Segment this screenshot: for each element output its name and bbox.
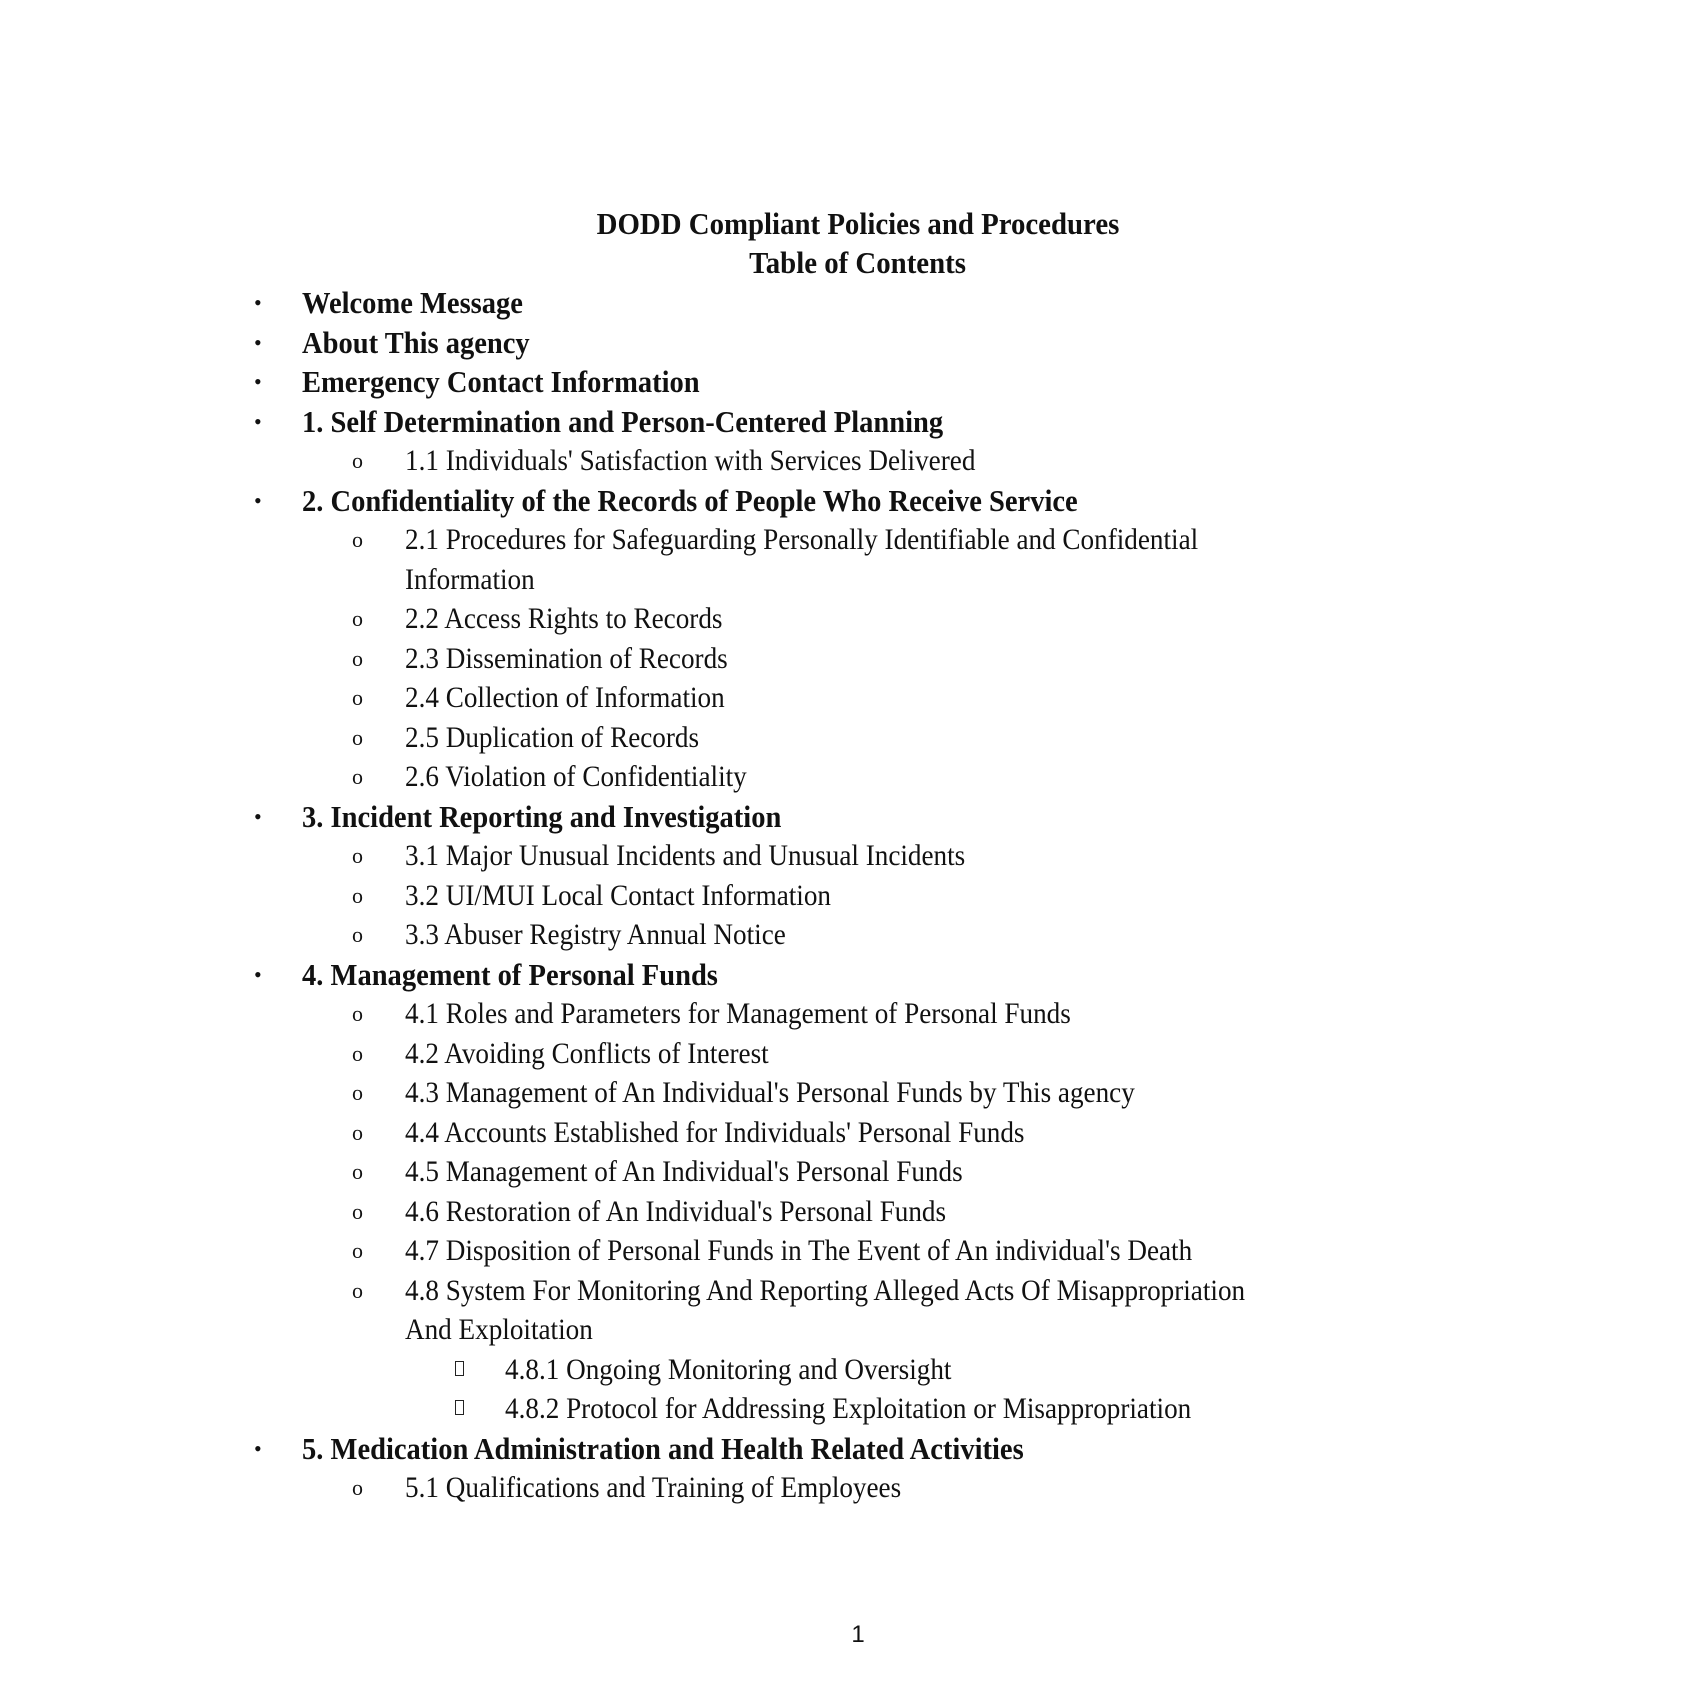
toc-entry-level-1[interactable]	[0, 362, 1700, 402]
toc-entry-level-2[interactable]	[0, 1152, 1700, 1192]
toc-entry-level-2[interactable]	[0, 836, 1700, 876]
bullet-dot-icon: •	[254, 329, 262, 355]
toc-entry-text: 3.1 Major Unusual Incidents and Unusual Incidents	[405, 839, 966, 872]
bullet-circle-icon: o	[352, 1080, 363, 1105]
toc-entry-level-1[interactable]	[0, 955, 1700, 995]
toc-entry-text-continuation: And Exploitation	[405, 1313, 593, 1346]
bullet-circle-icon: o	[352, 1475, 363, 1500]
bullet-circle-icon: o	[352, 1001, 363, 1026]
bullet-circle-icon: o	[352, 448, 363, 473]
toc-entry-text: 3. Incident Reporting and Investigation	[302, 798, 782, 834]
toc-entry-text: 4.3 Management of An Individual's Personal Funds by This agency	[405, 1076, 1135, 1109]
toc-entry-text: 1.1 Individuals' Satisfaction with Services Delivered	[405, 444, 976, 477]
toc-entry-level-1[interactable]	[0, 797, 1700, 837]
toc-entry-level-2[interactable]	[0, 994, 1700, 1034]
bullet-circle-icon: o	[352, 1040, 363, 1066]
toc-entry-text: 4.5 Management of An Individual's Personal Funds	[405, 1155, 963, 1188]
toc-entry-text: 3.3 Abuser Registry Annual Notice	[405, 918, 786, 951]
toc-entry-level-1[interactable]	[0, 283, 1700, 323]
bullet-circle-icon: o	[352, 764, 363, 789]
toc-entry-level-1[interactable]	[0, 481, 1700, 521]
bullet-circle-icon: o	[352, 1119, 363, 1145]
bullet-circle-icon: o	[352, 685, 363, 710]
toc-entry-text: 2.1 Procedures for Safeguarding Personally Identifiable and Confidential	[405, 523, 1199, 556]
toc-entry-text: 1. Self Determination and Person-Centered Planning	[302, 403, 944, 439]
toc-entry-text: 2.2 Access Rights to Records	[405, 602, 723, 635]
document-title-line-2	[0, 243, 1700, 282]
toc-entry-text: 4.2 Avoiding Conflicts of Interest	[405, 1036, 769, 1070]
bullet-dot-icon: •	[254, 803, 262, 829]
toc-entry-text: 5.1 Qualifications and Training of Employees	[405, 1471, 902, 1504]
bullet-dot-icon: •	[254, 408, 262, 434]
bullet-circle-icon: o	[352, 527, 363, 552]
toc-entry-level-2[interactable]	[0, 876, 1700, 916]
page-number: 1	[851, 1621, 865, 1648]
document-subtitle: Table of Contents	[749, 245, 967, 280]
toc-entry-text: 2.4 Collection of Information	[405, 681, 725, 714]
bullet-circle-icon: o	[352, 1277, 363, 1303]
toc-entry-text: 2.5 Duplication of Records	[405, 720, 700, 754]
toc-entry-text: 4. Management of Personal Funds	[302, 956, 718, 992]
toc-entry-text: Emergency Contact Information	[302, 364, 700, 399]
toc-entry-level-2[interactable]	[0, 915, 1700, 955]
toc-entry-level-2[interactable]	[0, 718, 1700, 758]
document-title-line-1	[0, 204, 1700, 243]
toc-entry-level-2[interactable]	[0, 1468, 1700, 1508]
bullet-dot-icon: •	[254, 487, 262, 513]
document-title: DODD Compliant Policies and Procedures	[596, 206, 1120, 241]
bullet-circle-icon: o	[352, 1159, 363, 1184]
toc-entry-text: 4.8.1 Ongoing Monitoring and Oversight	[505, 1352, 952, 1386]
bullet-box-icon	[455, 1361, 464, 1376]
toc-entry-level-2[interactable]	[0, 678, 1700, 718]
toc-entry-level-1[interactable]	[0, 1429, 1700, 1469]
toc-entry-level-2[interactable]	[0, 639, 1700, 679]
toc-entry-level-2[interactable]	[0, 1034, 1700, 1074]
toc-entry-text: 4.4 Accounts Established for Individuals' Personal Funds	[405, 1115, 1025, 1149]
toc-entry-level-2[interactable]	[0, 757, 1700, 797]
toc-entry-text: 4.1 Roles and Parameters for Management of Personal Funds	[405, 997, 1071, 1030]
toc-entry-text: 3.2 UI/MUI Local Contact Information	[405, 878, 832, 912]
toc-entry-text: 4.8 System For Monitoring And Reporting Alleged Acts Of Misappropriation	[405, 1273, 1246, 1307]
bullet-circle-icon: o	[352, 1238, 363, 1263]
toc-entry-level-2[interactable]	[0, 1271, 1700, 1311]
table-of-contents	[0, 283, 1700, 1508]
toc-entry-level-2[interactable]	[0, 1231, 1700, 1271]
toc-entry-text: 2.6 Violation of Confidentiality	[405, 760, 747, 793]
toc-entry-text: 4.7 Disposition of Personal Funds in The Event of An individual's Death	[405, 1234, 1193, 1267]
toc-entry-level-3[interactable]	[0, 1389, 1700, 1429]
bullet-box-icon	[455, 1400, 464, 1415]
bullet-circle-icon: o	[352, 724, 363, 750]
bullet-dot-icon: •	[254, 290, 262, 315]
toc-entry-level-2[interactable]	[0, 599, 1700, 639]
toc-entry-text: About This agency	[302, 324, 530, 360]
toc-entry-level-2[interactable]	[0, 1073, 1700, 1113]
bullet-circle-icon: o	[352, 1198, 363, 1224]
bullet-circle-icon: o	[352, 843, 363, 868]
toc-entry-level-1[interactable]	[0, 323, 1700, 363]
bullet-dot-icon: •	[254, 961, 262, 987]
toc-entry-text: 4.8.2 Protocol for Addressing Exploitation or Misappropriation	[505, 1392, 1192, 1425]
bullet-dot-icon: •	[254, 1435, 262, 1461]
toc-entry-level-2[interactable]	[0, 1113, 1700, 1153]
toc-entry-text: 2. Confidentiality of the Records of People Who Receive Service	[302, 482, 1078, 518]
toc-entry-level-2[interactable]	[0, 520, 1700, 560]
bullet-circle-icon: o	[352, 882, 363, 908]
toc-entry-text: Welcome Message	[302, 285, 523, 320]
bullet-circle-icon: o	[352, 922, 363, 947]
toc-entry-text: 5. Medication Administration and Health Related Activities	[302, 1430, 1024, 1466]
bullet-circle-icon: o	[352, 645, 363, 671]
toc-entry-level-1[interactable]	[0, 402, 1700, 442]
toc-entry-text: 4.6 Restoration of An Individual's Personal Funds	[405, 1194, 947, 1228]
toc-entry-text: 2.3 Dissemination of Records	[405, 641, 728, 675]
toc-entry-level-2[interactable]	[0, 441, 1700, 481]
toc-entry-text-continuation: Information	[405, 562, 535, 596]
bullet-dot-icon: •	[254, 369, 262, 394]
toc-entry-level-3[interactable]	[0, 1350, 1700, 1390]
bullet-circle-icon: o	[352, 606, 363, 631]
toc-entry-continuation[interactable]	[0, 1310, 1700, 1350]
toc-entry-level-2[interactable]	[0, 1192, 1700, 1232]
toc-entry-continuation[interactable]	[0, 560, 1700, 600]
